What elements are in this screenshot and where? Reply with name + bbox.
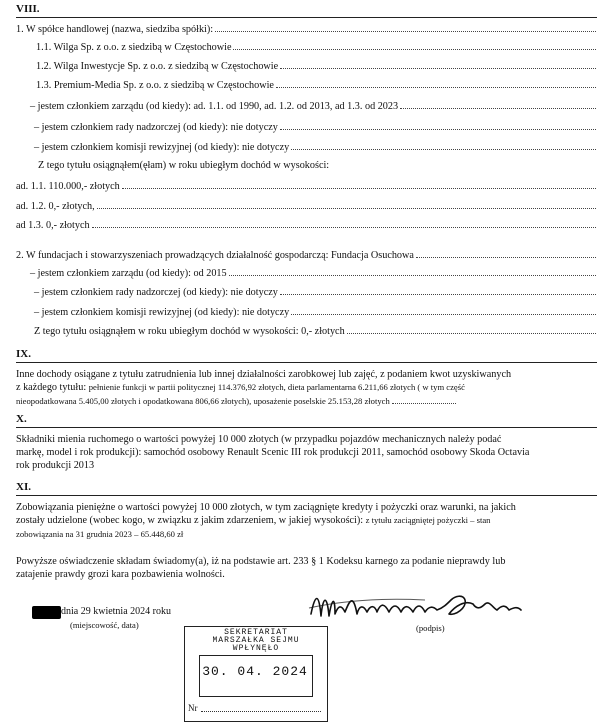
company-2-text: 1.2. Wilga Inwestycje Sp. z o.o. z siedzibą w Częstochowie <box>36 61 279 72</box>
movable-property-3: rok produkcji 2013 <box>16 460 95 471</box>
place-date-caption: (miejscowość, data) <box>70 620 139 630</box>
movable-property-2: markę, model i rok produkcji): samochód osobowy Renault Scenic III rok produkcji 2011, samochód osobowy Skoda Octavia <box>16 447 530 458</box>
income-1-text: ad. 1.1. 110.000,- złotych <box>16 181 120 192</box>
section-rule <box>16 17 597 18</box>
income-3 <box>16 219 596 231</box>
liabilities-value-2: zobowiązania na 31 grudnia 2023 – 65.448,60 zł <box>16 529 184 539</box>
income-label: Z tego tytułu osiągnąłem(ęłam) w roku ubiegłym dochód w wysokości: <box>38 160 330 171</box>
supervisory-board <box>34 121 596 133</box>
company-3-text: 1.3. Premium-Media Sp. z o.o. z siedzibą w Częstochowie <box>36 80 274 91</box>
section-xi-heading: XI. <box>16 481 31 493</box>
foundation-audit-text: – jestem członkiem komisji rewizyjnej (od kiedy): nie dotyczy <box>34 307 290 318</box>
statement-line-1: Powyższe oświadczenie składam świadomy(a), iż na podstawie art. 233 § 1 Kodeksu karnego za podanie nieprawdy lub <box>16 556 506 567</box>
foundation-supervisory-text: – jestem członkiem rady nadzorczej (od kiedy): nie dotyczy <box>34 287 278 298</box>
liabilities-1: Zobowiązania pieniężne o wartości powyżej 10 000 złotych, w tym zaciągnięte kredyty i pożyczki oraz warunki, na jakich <box>16 502 516 513</box>
other-income-value-1: pełnienie funkcji w partii politycznej 114.376,92 złotych, dieta parlamentarna 6.211,66 złotych ( w tym część <box>88 382 465 392</box>
foundation-line <box>16 249 596 261</box>
section-rule <box>16 427 597 428</box>
income-2-text: ad. 1.2. 0,- złotych, <box>16 201 95 212</box>
company-1-text: 1.1. Wilga Sp. z o.o. z siedzibą w Częstochowie <box>36 42 232 53</box>
board-member <box>30 100 596 112</box>
other-income-label: z każdego tytułu: <box>16 382 87 393</box>
supervisory-board-text: – jestem członkiem rady nadzorczej (od kiedy): nie dotyczy <box>34 122 278 133</box>
movable-property-1: Składniki mienia ruchomego o wartości powyżej 10 000 złotych (w przypadku pojazdów mechanicznych należy podać <box>16 434 502 445</box>
stamp-line-1: SEKRETARIAT <box>224 628 288 637</box>
foundation-income-text: Z tego tytułu osiągnąłem w roku ubiegłym dochód w wysokości: 0,- złotych <box>34 326 345 337</box>
stamp-nr: Nr <box>188 703 198 713</box>
liabilities-value-1: z tytułu zaciągniętej pożyczki – stan <box>365 515 491 525</box>
liabilities-value-2-line <box>16 528 184 539</box>
company-label: 1. W spółce handlowej (nazwa, siedziba spółki): <box>16 24 214 35</box>
receipt-stamp <box>184 626 328 722</box>
foundation-text: 2. W fundacjach i stowarzyszeniach prowadzących działalność gospodarczą: Fundacja Osuchowa <box>16 250 414 261</box>
income-3-text: ad 1.3. 0,- złotych <box>16 220 90 231</box>
signature-image <box>305 586 555 626</box>
foundation-income <box>34 325 596 337</box>
other-income-value-2-line <box>16 395 456 406</box>
company-2 <box>36 60 596 72</box>
liabilities-2 <box>16 515 490 526</box>
section-ix-heading: IX. <box>16 348 31 360</box>
other-income-intro-2 <box>16 382 465 393</box>
audit-committee-text: – jestem członkiem komisji rewizyjnej (od kiedy): nie dotyczy <box>34 142 290 153</box>
redaction-block <box>32 606 61 619</box>
liabilities-label: zostały udzielone (wobec kogo, w związku z jakim zdarzeniem, w jakiej wysokości): <box>16 515 364 526</box>
foundation-board <box>30 267 596 279</box>
statement-line-2: zatajenie prawdy grozi kara pozbawienia wolności. <box>16 569 225 580</box>
stamp-line-3: WPŁYNĘŁO <box>232 644 280 653</box>
other-income-value-2: nieopodatkowana 5.405,00 złotych i opodatkowana 806,66 złotych), uposażenie poselskie 25.153,28 złotych <box>16 396 390 406</box>
audit-committee <box>34 141 596 153</box>
income-1 <box>16 180 596 192</box>
stamp-line-2: MARSZAŁKA SEJMU <box>212 636 300 645</box>
company-3 <box>36 79 596 91</box>
other-income-intro: Inne dochody osiągane z tytułu zatrudnienia lub innej działalności zarobkowej lub zajęć, z podaniem kwot uzyskiwanych <box>16 369 512 380</box>
section-rule <box>16 495 597 496</box>
foundation-supervisory <box>34 286 596 298</box>
income-2 <box>16 200 596 212</box>
stamp-date: 30. 04. 2024 <box>202 664 308 679</box>
foundation-board-text: – jestem członkiem zarządu (od kiedy): od 2015 <box>30 268 227 279</box>
company-line <box>16 23 596 35</box>
signature-caption: (podpis) <box>416 623 445 633</box>
place-date: dnia 29 kwietnia 2024 roku <box>61 606 171 617</box>
section-x-heading: X. <box>16 413 27 425</box>
foundation-audit <box>34 306 596 318</box>
stamp-nr-line <box>201 711 321 712</box>
board-member-text: – jestem członkiem zarządu (od kiedy): ad. 1.1. od 1990, ad. 1.2. od 2013, ad 1.3. od 2023 <box>30 101 399 112</box>
section-rule <box>16 362 597 363</box>
company-1 <box>36 41 596 53</box>
section-viii-heading: VIII. <box>16 3 40 15</box>
